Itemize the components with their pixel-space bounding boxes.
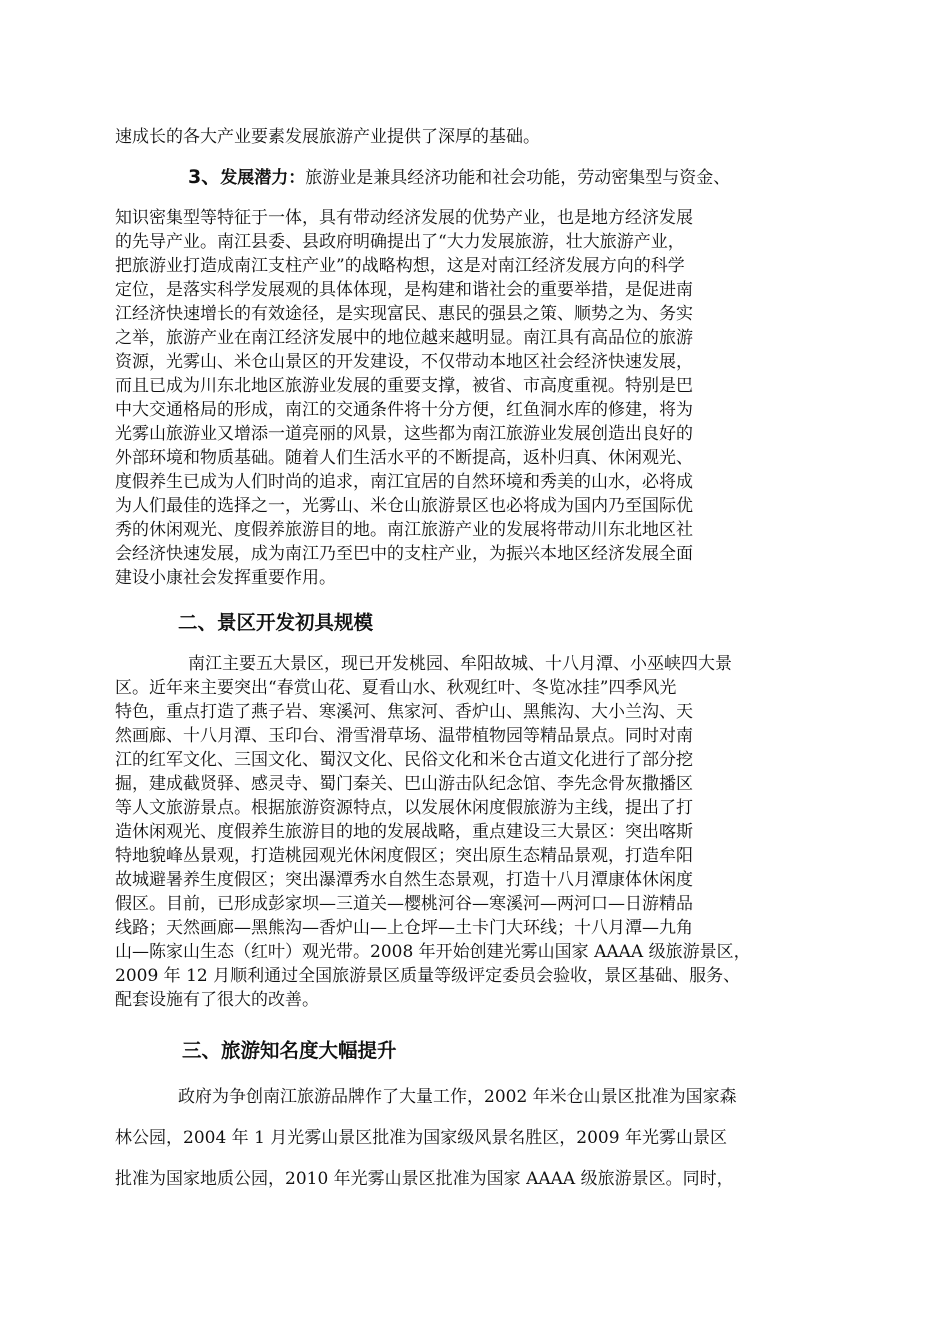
section-3-first-line xyxy=(188,165,950,190)
paragraph-line: 外部环境和物质基础。随着人们生活水平的不断提高，返朴归真、休闲观光、 xyxy=(115,448,693,468)
section-number: 3、 xyxy=(188,166,221,188)
paragraph-line: 知识密集型等特征于一体，具有带动经济发展的优势产业，也是地方经济发展 xyxy=(115,208,693,228)
paragraph-line: 而且已成为川东北地区旅游业发展的重要支撑，被省、市高度重视。特别是巴 xyxy=(115,376,693,396)
section-label: 发展潜力： xyxy=(220,168,306,188)
paragraph-line: 政府为争创南江旅游品牌作了大量工作，2002 年米仓山景区批准为国家森 xyxy=(178,1087,737,1107)
paragraph-line: 等人文旅游景点。根据旅游资源特点，以发展休闲度假旅游为主线，提出了打 xyxy=(115,798,693,818)
section-heading: 三、旅游知名度大幅提升 xyxy=(182,1039,397,1062)
paragraph-line: 线路；天然画廊—黑熊沟—香炉山—上仓坪—土卡门大环线；十八月潭—九角 xyxy=(115,918,693,938)
paragraph-line: 特色，重点打造了燕子岩、寒溪河、焦家河、香炉山、黑熊沟、大小兰沟、天 xyxy=(115,702,693,722)
paragraph-line: 秀的休闲观光、度假养旅游目的地。南江旅游产业的发展将带动川东北地区社 xyxy=(115,520,693,540)
paragraph-line: 为人们最佳的选择之一，光雾山、米仓山旅游景区也必将成为国内乃至国际优 xyxy=(115,496,693,516)
paragraph-line: 的先导产业。南江县委、县政府明确提出了“大力发展旅游，壮大旅游产业， xyxy=(115,232,685,252)
paragraph-line: 特地貌峰丛景观，打造桃园观光休闲度假区；突出原生态精品景观，打造牟阳 xyxy=(115,846,693,866)
paragraph-text: 旅游业是兼具经济功能和社会功能，劳动密集型与资金、 xyxy=(305,168,731,188)
paragraph-line: 配套设施有了很大的改善。 xyxy=(115,990,319,1010)
paragraph-line: 定位，是落实科学发展观的具体体现，是构建和谐社会的重要举措，是促进南 xyxy=(115,280,693,300)
paragraph-line: 林公园，2004 年 1 月光雾山景区批准为国家级风景名胜区，2009 年光雾山景区 xyxy=(115,1128,727,1148)
paragraph-line: 江的红军文化、三国文化、蜀汉文化、民俗文化和米仓古道文化进行了部分挖 xyxy=(115,750,693,770)
paragraph-line: 江经济快速增长的有效途径，是实现富民、惠民的强县之策、顺势之为、务实 xyxy=(115,304,693,324)
paragraph-line: 造休闲观光、度假养生旅游目的地的发展战略，重点建设三大景区：突出喀斯 xyxy=(115,822,693,842)
section-heading: 二、景区开发初具规模 xyxy=(178,611,374,634)
paragraph-line: 南江主要五大景区，现已开发桃园、牟阳故城、十八月潭、小巫峡四大景 xyxy=(188,654,732,674)
paragraph-line: 度假养生已成为人们时尚的追求，南江宜居的自然环境和秀美的山水，必将成 xyxy=(115,472,693,492)
paragraph-line: 2009 年 12 月顺利通过全国旅游景区质量等级评定委员会验收，景区基础、服务、 xyxy=(115,966,741,986)
paragraph-line: 会经济快速发展，成为南江乃至巴中的支柱产业，为振兴本地区经济发展全面 xyxy=(115,544,693,564)
paragraph-line: 之举，旅游产业在南江经济发展中的地位越来越明显。南江具有高品位的旅游 xyxy=(115,328,693,348)
paragraph-line: 资源，光雾山、米仓山景区的开发建设，不仅带动本地区社会经济快速发展， xyxy=(115,352,693,372)
paragraph-line: 光雾山旅游业又增添一道亮丽的风景，这些都为南江旅游业发展创造出良好的 xyxy=(115,424,693,444)
paragraph-line: 速成长的各大产业要素发展旅游产业提供了深厚的基础。 xyxy=(115,127,540,147)
paragraph-line: 建设小康社会发挥重要作用。 xyxy=(115,568,336,588)
paragraph-line: 故城避暑养生度假区；突出瀑潭秀水自然生态景观，打造十八月潭康体休闲度 xyxy=(115,870,693,890)
paragraph-line: 山—陈家山生态（红叶）观光带。2008 年开始创建光雾山国家 AAAA 级旅游景区， xyxy=(115,942,751,962)
paragraph-line: 区。近年来主要突出“春赏山花、夏看山水、秋观红叶、冬览冰挂”四季风光 xyxy=(115,678,677,698)
paragraph-line: 中大交通格局的形成，南江的交通条件将十分方便，红鱼洞水库的修建，将为 xyxy=(115,400,693,420)
paragraph-line: 假区。目前，已形成彭家坝—三道关—樱桃河谷—寒溪河—两河口—日游精品 xyxy=(115,894,693,914)
paragraph-line: 把旅游业打造成南江支柱产业”的战略构想，这是对南江经济发展方向的科学 xyxy=(115,256,685,276)
paragraph-line: 然画廊、十八月潭、玉印台、滑雪滑草场、温带植物园等精品景点。同时对南 xyxy=(115,726,693,746)
paragraph-line: 掘，建成截贤驿、感灵寺、蜀门秦关、巴山游击队纪念馆、李先念骨灰撒播区 xyxy=(115,774,693,794)
paragraph-line: 批准为国家地质公园，2010 年光雾山景区批准为国家 AAAA 级旅游景区。同时， xyxy=(115,1169,734,1189)
